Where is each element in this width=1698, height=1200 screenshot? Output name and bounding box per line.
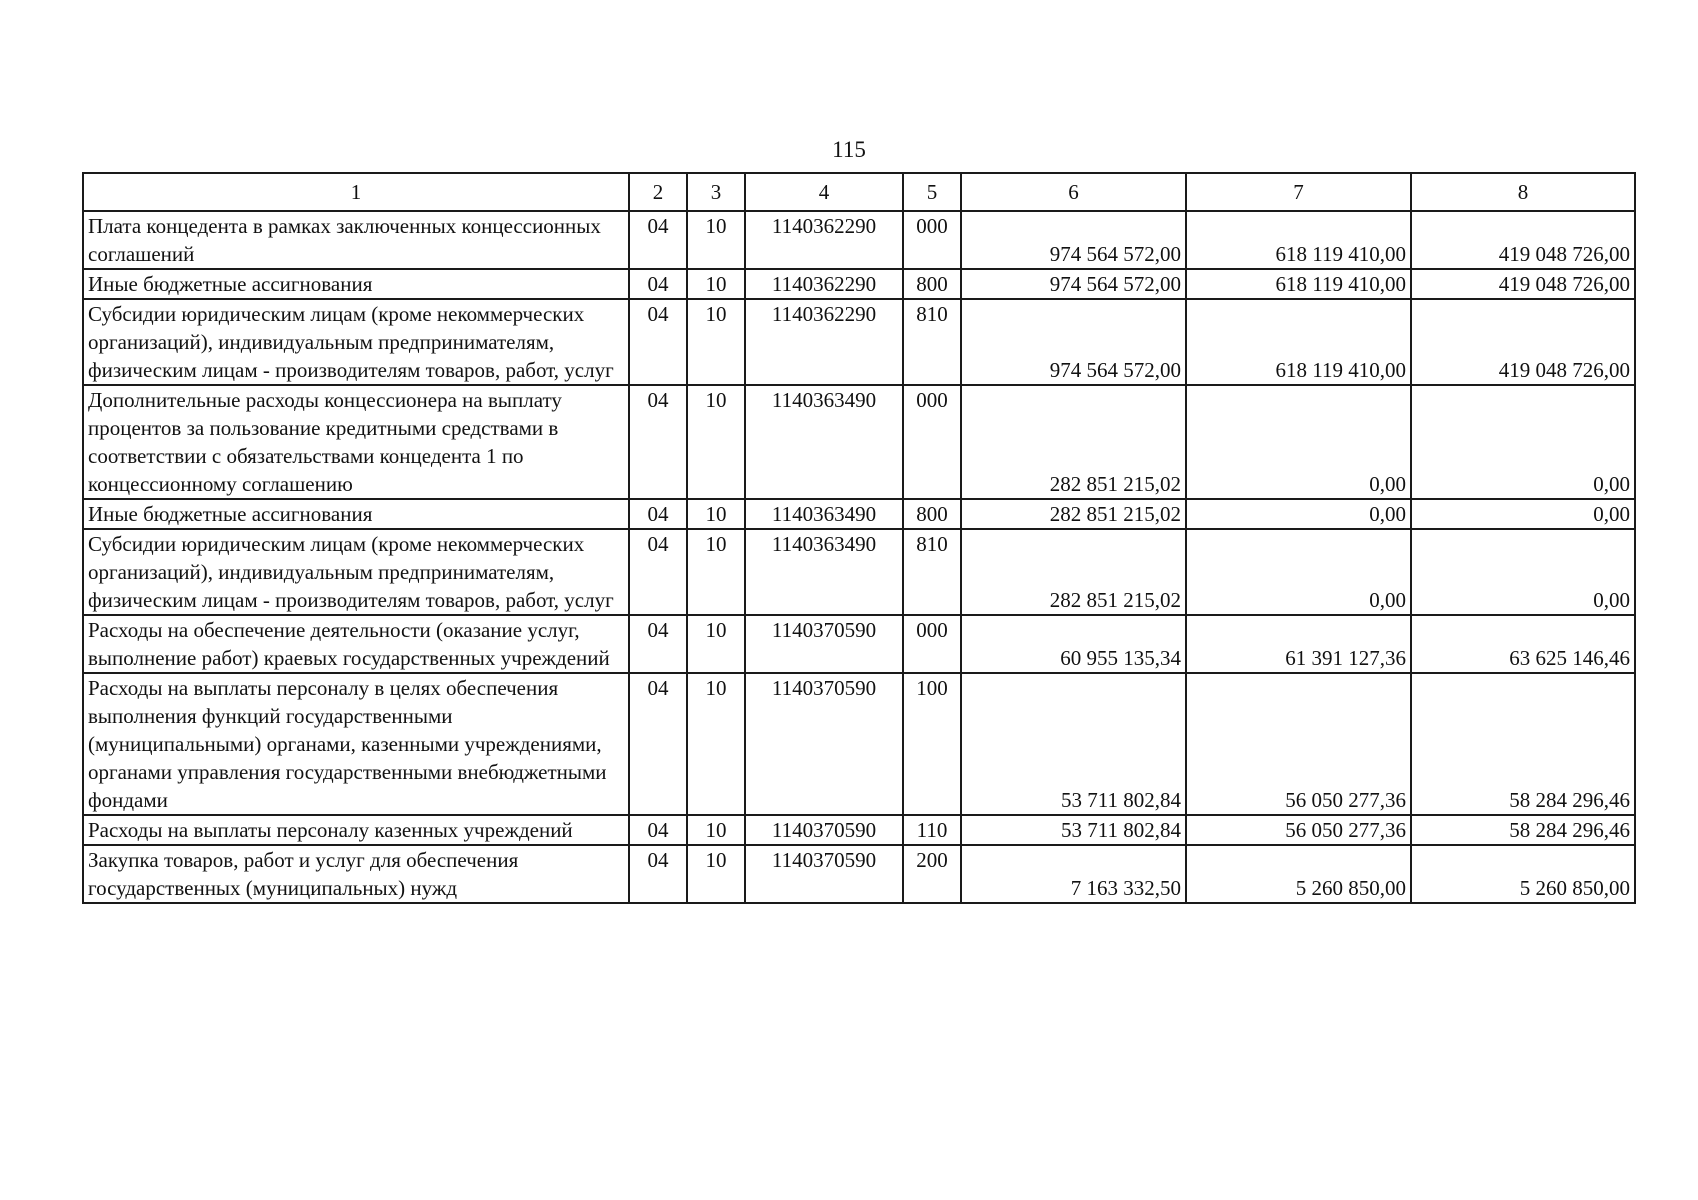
expense-type-cell: 000 (903, 385, 961, 499)
amount-cell-col8: 419 048 726,00 (1411, 299, 1635, 385)
table-row (83, 615, 1635, 673)
amount-cell-col8: 58 284 296,46 (1411, 815, 1635, 845)
page-number: 115 (832, 137, 866, 162)
target-article-cell: 1140362290 (745, 299, 903, 385)
item-name-cell: Расходы на выплаты персоналу казенных учреждений (83, 815, 629, 845)
item-name-cell: Субсидии юридическим лицам (кроме некоммерческих организаций), индивидуальным предпринимателям, физическим лицам - производителям товаров, работ, услуг (83, 529, 629, 615)
expense-type-cell: 110 (903, 815, 961, 845)
amount-cell-col7: 618 119 410,00 (1186, 211, 1411, 269)
expense-type-cell: 810 (903, 299, 961, 385)
column-number: 1 (83, 173, 629, 211)
target-article-cell: 1140363490 (745, 529, 903, 615)
subsection-code-cell: 10 (687, 211, 745, 269)
section-code-cell: 04 (629, 299, 687, 385)
subsection-code-cell: 10 (687, 385, 745, 499)
amount-cell-col6: 53 711 802,84 (961, 673, 1186, 815)
column-number: 5 (903, 173, 961, 211)
column-number: 2 (629, 173, 687, 211)
amount-cell-col8: 419 048 726,00 (1411, 269, 1635, 299)
subsection-code-cell: 10 (687, 529, 745, 615)
table-row (83, 673, 1635, 815)
table-row (83, 499, 1635, 529)
table-row (83, 211, 1635, 269)
target-article-cell: 1140370590 (745, 815, 903, 845)
item-name-cell: Закупка товаров, работ и услуг для обеспечения государственных (муниципальных) нужд (83, 845, 629, 903)
column-number: 3 (687, 173, 745, 211)
amount-cell-col8: 0,00 (1411, 385, 1635, 499)
column-number-row (83, 173, 1635, 211)
subsection-code-cell: 10 (687, 815, 745, 845)
section-code-cell: 04 (629, 673, 687, 815)
section-code-cell: 04 (629, 529, 687, 615)
amount-cell-col8: 63 625 146,46 (1411, 615, 1635, 673)
item-name-cell: Субсидии юридическим лицам (кроме некоммерческих организаций), индивидуальным предпринимателям, физическим лицам - производителям товаров, работ, услуг (83, 299, 629, 385)
target-article-cell: 1140362290 (745, 269, 903, 299)
amount-cell-col6: 974 564 572,00 (961, 211, 1186, 269)
target-article-cell: 1140370590 (745, 845, 903, 903)
amount-cell-col6: 282 851 215,02 (961, 499, 1186, 529)
table-row (83, 815, 1635, 845)
table-body (83, 173, 1635, 903)
table-row (83, 529, 1635, 615)
item-name-cell: Иные бюджетные ассигнования (83, 269, 629, 299)
amount-cell-col7: 618 119 410,00 (1186, 299, 1411, 385)
amount-cell-col6: 282 851 215,02 (961, 385, 1186, 499)
amount-cell-col6: 60 955 135,34 (961, 615, 1186, 673)
expense-type-cell: 800 (903, 499, 961, 529)
amount-cell-col8: 0,00 (1411, 529, 1635, 615)
amount-cell-col6: 974 564 572,00 (961, 269, 1186, 299)
target-article-cell: 1140362290 (745, 211, 903, 269)
amount-cell-col6: 53 711 802,84 (961, 815, 1186, 845)
amount-cell-col7: 56 050 277,36 (1186, 815, 1411, 845)
amount-cell-col8: 419 048 726,00 (1411, 211, 1635, 269)
table-row (83, 299, 1635, 385)
subsection-code-cell: 10 (687, 499, 745, 529)
expense-type-cell: 810 (903, 529, 961, 615)
amount-cell-col7: 0,00 (1186, 385, 1411, 499)
section-code-cell: 04 (629, 211, 687, 269)
section-code-cell: 04 (629, 269, 687, 299)
section-code-cell: 04 (629, 499, 687, 529)
subsection-code-cell: 10 (687, 299, 745, 385)
column-number: 4 (745, 173, 903, 211)
amount-cell-col6: 282 851 215,02 (961, 529, 1186, 615)
item-name-cell: Иные бюджетные ассигнования (83, 499, 629, 529)
target-article-cell: 1140370590 (745, 673, 903, 815)
section-code-cell: 04 (629, 845, 687, 903)
item-name-cell: Дополнительные расходы концессионера на выплату процентов за пользование кредитными средствами в соответствии с обязательствами концедента 1 по концессионному соглашению (83, 385, 629, 499)
section-code-cell: 04 (629, 615, 687, 673)
item-name-cell: Расходы на выплаты персоналу в целях обеспечения выполнения функций государственными (муниципальными) органами, казенными учреждениями, органами управления государственными внебюджетными фондами (83, 673, 629, 815)
subsection-code-cell: 10 (687, 673, 745, 815)
table-row (83, 385, 1635, 499)
expense-type-cell: 000 (903, 615, 961, 673)
amount-cell-col7: 0,00 (1186, 499, 1411, 529)
column-number: 7 (1186, 173, 1411, 211)
amount-cell-col7: 56 050 277,36 (1186, 673, 1411, 815)
amount-cell-col6: 974 564 572,00 (961, 299, 1186, 385)
amount-cell-col7: 61 391 127,36 (1186, 615, 1411, 673)
target-article-cell: 1140370590 (745, 615, 903, 673)
budget-table (82, 172, 1636, 904)
subsection-code-cell: 10 (687, 269, 745, 299)
column-number: 6 (961, 173, 1186, 211)
expense-type-cell: 800 (903, 269, 961, 299)
amount-cell-col7: 618 119 410,00 (1186, 269, 1411, 299)
item-name-cell: Плата концедента в рамках заключенных концессионных соглашений (83, 211, 629, 269)
amount-cell-col7: 0,00 (1186, 529, 1411, 615)
subsection-code-cell: 10 (687, 845, 745, 903)
section-code-cell: 04 (629, 815, 687, 845)
amount-cell-col6: 7 163 332,50 (961, 845, 1186, 903)
target-article-cell: 1140363490 (745, 385, 903, 499)
amount-cell-col8: 5 260 850,00 (1411, 845, 1635, 903)
amount-cell-col8: 58 284 296,46 (1411, 673, 1635, 815)
table-row (83, 269, 1635, 299)
section-code-cell: 04 (629, 385, 687, 499)
item-name-cell: Расходы на обеспечение деятельности (оказание услуг, выполнение работ) краевых государственных учреждений (83, 615, 629, 673)
amount-cell-col7: 5 260 850,00 (1186, 845, 1411, 903)
table-row (83, 845, 1635, 903)
target-article-cell: 1140363490 (745, 499, 903, 529)
amount-cell-col8: 0,00 (1411, 499, 1635, 529)
subsection-code-cell: 10 (687, 615, 745, 673)
column-number: 8 (1411, 173, 1635, 211)
expense-type-cell: 200 (903, 845, 961, 903)
expense-type-cell: 000 (903, 211, 961, 269)
expense-type-cell: 100 (903, 673, 961, 815)
